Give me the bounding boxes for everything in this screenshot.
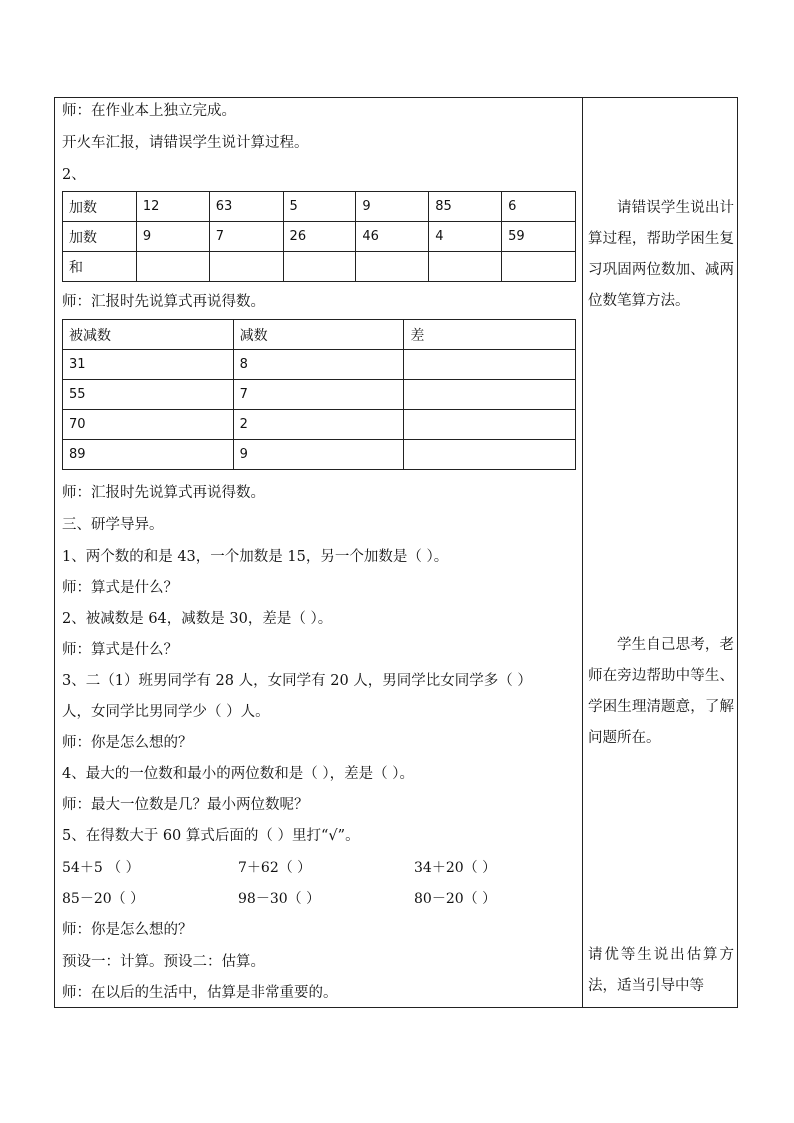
side-note-text: 请错误学生说出计算过程，帮助学困生复习巩固两位数加、减两位数笔算方法。 — [588, 200, 734, 309]
text-line: 师：最大一位数是几？最小两位数呢？ — [62, 797, 309, 813]
table-cell — [404, 350, 576, 380]
table-cell: 12 — [136, 192, 209, 222]
text-line: 师：在作业本上独立完成。 — [62, 103, 236, 119]
table-cell — [429, 252, 502, 282]
table-cell — [209, 252, 283, 282]
table-cell: 2 — [233, 410, 404, 440]
table-row — [63, 320, 576, 350]
expression-option: 7＋62（ ） — [238, 860, 312, 876]
table-cell: 4 — [429, 222, 502, 252]
table-row — [63, 222, 576, 252]
table-row — [63, 440, 576, 470]
question-3-cont: 人，女同学比男同学少（ ）人。 — [62, 704, 270, 720]
table-cell: 59 — [502, 222, 576, 252]
table-cell — [404, 380, 576, 410]
table-cell: 6 — [502, 192, 576, 222]
expression-option: 98－30（ ） — [238, 891, 321, 907]
column-divider — [582, 97, 583, 1008]
text-line: 师：汇报时先说算式再说得数。 — [62, 485, 265, 501]
expression-option: 34＋20（ ） — [414, 860, 497, 876]
table-cell: 26 — [283, 222, 356, 252]
table-cell — [404, 440, 576, 470]
text-line: 师：算式是什么？ — [62, 642, 178, 658]
section-heading: 三、研学导异。 — [62, 517, 164, 533]
side-note-2 — [588, 630, 734, 754]
subtraction-table — [62, 319, 576, 470]
table-row — [63, 380, 576, 410]
text-line: 师：算式是什么？ — [62, 580, 178, 596]
table-row — [63, 350, 576, 380]
table-cell: 7 — [233, 380, 404, 410]
side-note-1 — [588, 193, 734, 317]
text-line: 师：在以后的生活中，估算是非常重要的。 — [62, 985, 338, 1001]
table-cell: 9 — [233, 440, 404, 470]
question-2: 2、被减数是 64，减数是 30，差是（ ）。 — [62, 611, 333, 627]
table-cell: 被减数 — [63, 320, 234, 350]
expression-option: 85－20（ ） — [62, 891, 145, 907]
text-line: 师：汇报时先说算式再说得数。 — [62, 294, 265, 310]
text-line: 师：你是怎么想的？ — [62, 922, 193, 938]
question-1: 1、两个数的和是 43，一个加数是 15，另一个加数是（ ）。 — [62, 549, 449, 565]
table-cell: 63 — [209, 192, 283, 222]
table-cell: 31 — [63, 350, 234, 380]
table-cell — [356, 252, 429, 282]
side-note-text: 请优等生说出估算方法，适当引导中等 — [588, 947, 734, 994]
table-row — [63, 410, 576, 440]
side-note-text: 学生自己思考，老师在旁边帮助中等生、学困生理清题意，了解问题所在。 — [588, 637, 734, 746]
table-cell — [404, 410, 576, 440]
text-line: 师：你是怎么想的？ — [62, 735, 193, 751]
table-cell: 89 — [63, 440, 234, 470]
expression-option: 54＋5 （ ） — [62, 860, 140, 876]
table-cell: 加数 — [63, 222, 137, 252]
table-row — [63, 192, 576, 222]
table-cell — [502, 252, 576, 282]
expression-option: 80－20（ ） — [414, 891, 497, 907]
table-cell: 8 — [233, 350, 404, 380]
table-cell: 5 — [283, 192, 356, 222]
table-cell: 和 — [63, 252, 137, 282]
table-cell: 7 — [209, 222, 283, 252]
table-cell — [136, 252, 209, 282]
table-cell: 85 — [429, 192, 502, 222]
table-cell — [283, 252, 356, 282]
question-3: 3、二（1）班男同学有 28 人，女同学有 20 人，男同学比女同学多（ ） — [62, 673, 532, 689]
table-cell: 差 — [404, 320, 576, 350]
table-cell: 加数 — [63, 192, 137, 222]
table-cell: 减数 — [233, 320, 404, 350]
addition-table — [62, 191, 576, 282]
side-note-3 — [588, 940, 734, 1002]
text-line: 预设一：计算。预设二：估算。 — [62, 954, 265, 970]
text-line: 2、 — [62, 167, 86, 183]
table-cell: 9 — [136, 222, 209, 252]
question-5: 5、在得数大于 60 算式后面的（ ）里打“√”。 — [62, 828, 360, 844]
text-line: 开火车汇报，请错误学生说计算过程。 — [62, 135, 309, 151]
table-cell: 70 — [63, 410, 234, 440]
table-cell: 46 — [356, 222, 429, 252]
table-row — [63, 252, 576, 282]
table-cell: 55 — [63, 380, 234, 410]
question-4: 4、最大的一位数和最小的两位数和是（ ），差是（ ）。 — [62, 766, 414, 782]
table-cell: 9 — [356, 192, 429, 222]
